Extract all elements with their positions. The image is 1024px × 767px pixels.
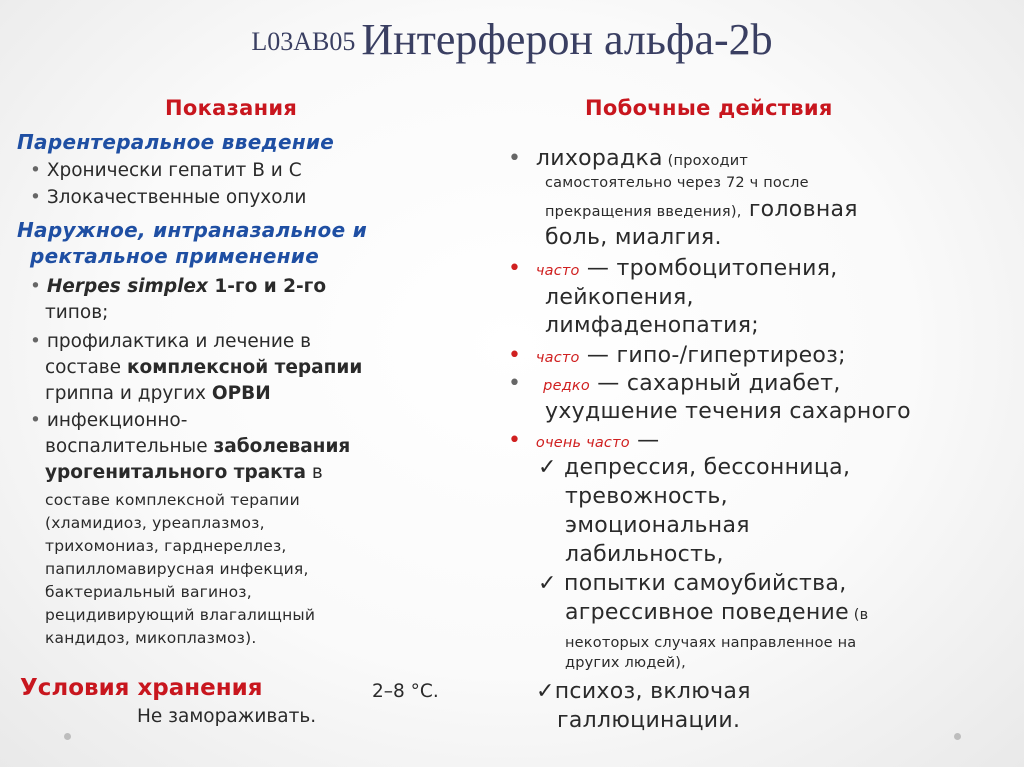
list-item-cont: составе комплексной терапии — [45, 491, 300, 509]
list-item-fever: • лихорадка (проходит — [508, 146, 749, 171]
drug-name: Интерферон альфа-2b — [361, 15, 773, 64]
list-item-cont: некоторых случаях направленное на — [565, 635, 857, 651]
list-item-cont: агрессивное поведение (в — [565, 600, 869, 625]
check-icon: ✓ — [538, 455, 557, 480]
list-item-very-often: • очень часто — — [508, 428, 660, 453]
list-item-cont: лейкопения, — [545, 285, 694, 310]
decor-dot — [954, 733, 961, 740]
atc-code: L03AB05 — [251, 27, 356, 56]
list-item-cont: боль, миалгия. — [545, 225, 722, 250]
list-item-cont: папилломавирусная инфекция, — [45, 560, 309, 578]
list-item-cont: самостоятельно через 72 ч после — [545, 175, 809, 191]
list-item-cont: урогенитального тракта в — [45, 462, 323, 483]
parenteral-subheading: Парентеральное введение — [17, 130, 335, 154]
side-effects-heading: Побочные действия — [585, 96, 833, 120]
list-item-herpes: • Herpes simplex 1-го и 2-го — [30, 276, 327, 297]
storage-temperature: 2–8 °С. — [372, 681, 439, 702]
list-item-cont: воспалительные заболевания — [45, 436, 351, 457]
list-item: • Злокачественные опухоли — [30, 187, 307, 208]
list-item-cont: рецидивирующий влагалищный — [45, 606, 316, 624]
list-item-cont: трихомониаз, гарднереллез, — [45, 537, 287, 555]
check-item-suicide: ✓ попытки самоубийства, — [538, 571, 847, 596]
indications-heading: Показания — [165, 96, 298, 120]
list-item-cont: (хламидиоз, уреаплазмоз, — [45, 514, 265, 532]
decor-dot — [64, 733, 71, 740]
list-item-prophylaxis: • профилактика и лечение в — [30, 331, 312, 352]
list-item-infections: • инфекционно- — [30, 410, 188, 431]
list-item-cont: галлюцинации. — [557, 708, 741, 733]
list-item-rare: • редко — сахарный диабет, — [508, 371, 841, 396]
storage-note: Не замораживать. — [137, 706, 317, 727]
list-item-cont: лимфаденопатия; — [545, 313, 759, 338]
list-item-cont: составе комплексной терапии — [45, 357, 363, 378]
list-item-cont: бактериальный вагиноз, — [45, 583, 252, 601]
list-item-often-1: • часто — тромбоцитопения, — [508, 256, 838, 281]
list-item-often-2: • часто — гипо-/гипертиреоз; — [508, 343, 846, 368]
check-icon: ✓ — [536, 679, 555, 704]
check-icon: ✓ — [538, 571, 557, 596]
storage-heading: Условия хранения — [20, 675, 263, 701]
slide-title — [0, 14, 1024, 65]
list-item-cont: эмоциональная — [565, 513, 750, 538]
list-item-cont: типов; — [45, 302, 109, 323]
check-item-psychosis: ✓психоз, включая — [536, 679, 751, 704]
list-item-cont: кандидоз, микоплазмоз). — [45, 629, 257, 647]
list-item-cont: тревожность, — [565, 484, 728, 509]
external-subheading: Наружное, интраназальное и — [17, 218, 368, 242]
list-item-cont: прекращения введения), головная — [545, 197, 858, 222]
list-item: • Хронически гепатит В и С — [30, 160, 302, 181]
list-item-cont: гриппа и других ОРВИ — [45, 383, 271, 404]
list-item-cont: ухудшение течения сахарного — [545, 399, 911, 424]
list-item-cont: других людей), — [565, 655, 686, 671]
external-subheading-cont: ректальное применение — [30, 244, 320, 268]
list-item-cont: лабильность, — [565, 542, 724, 567]
check-item-depression: ✓ депрессия, бессонница, — [538, 455, 851, 480]
